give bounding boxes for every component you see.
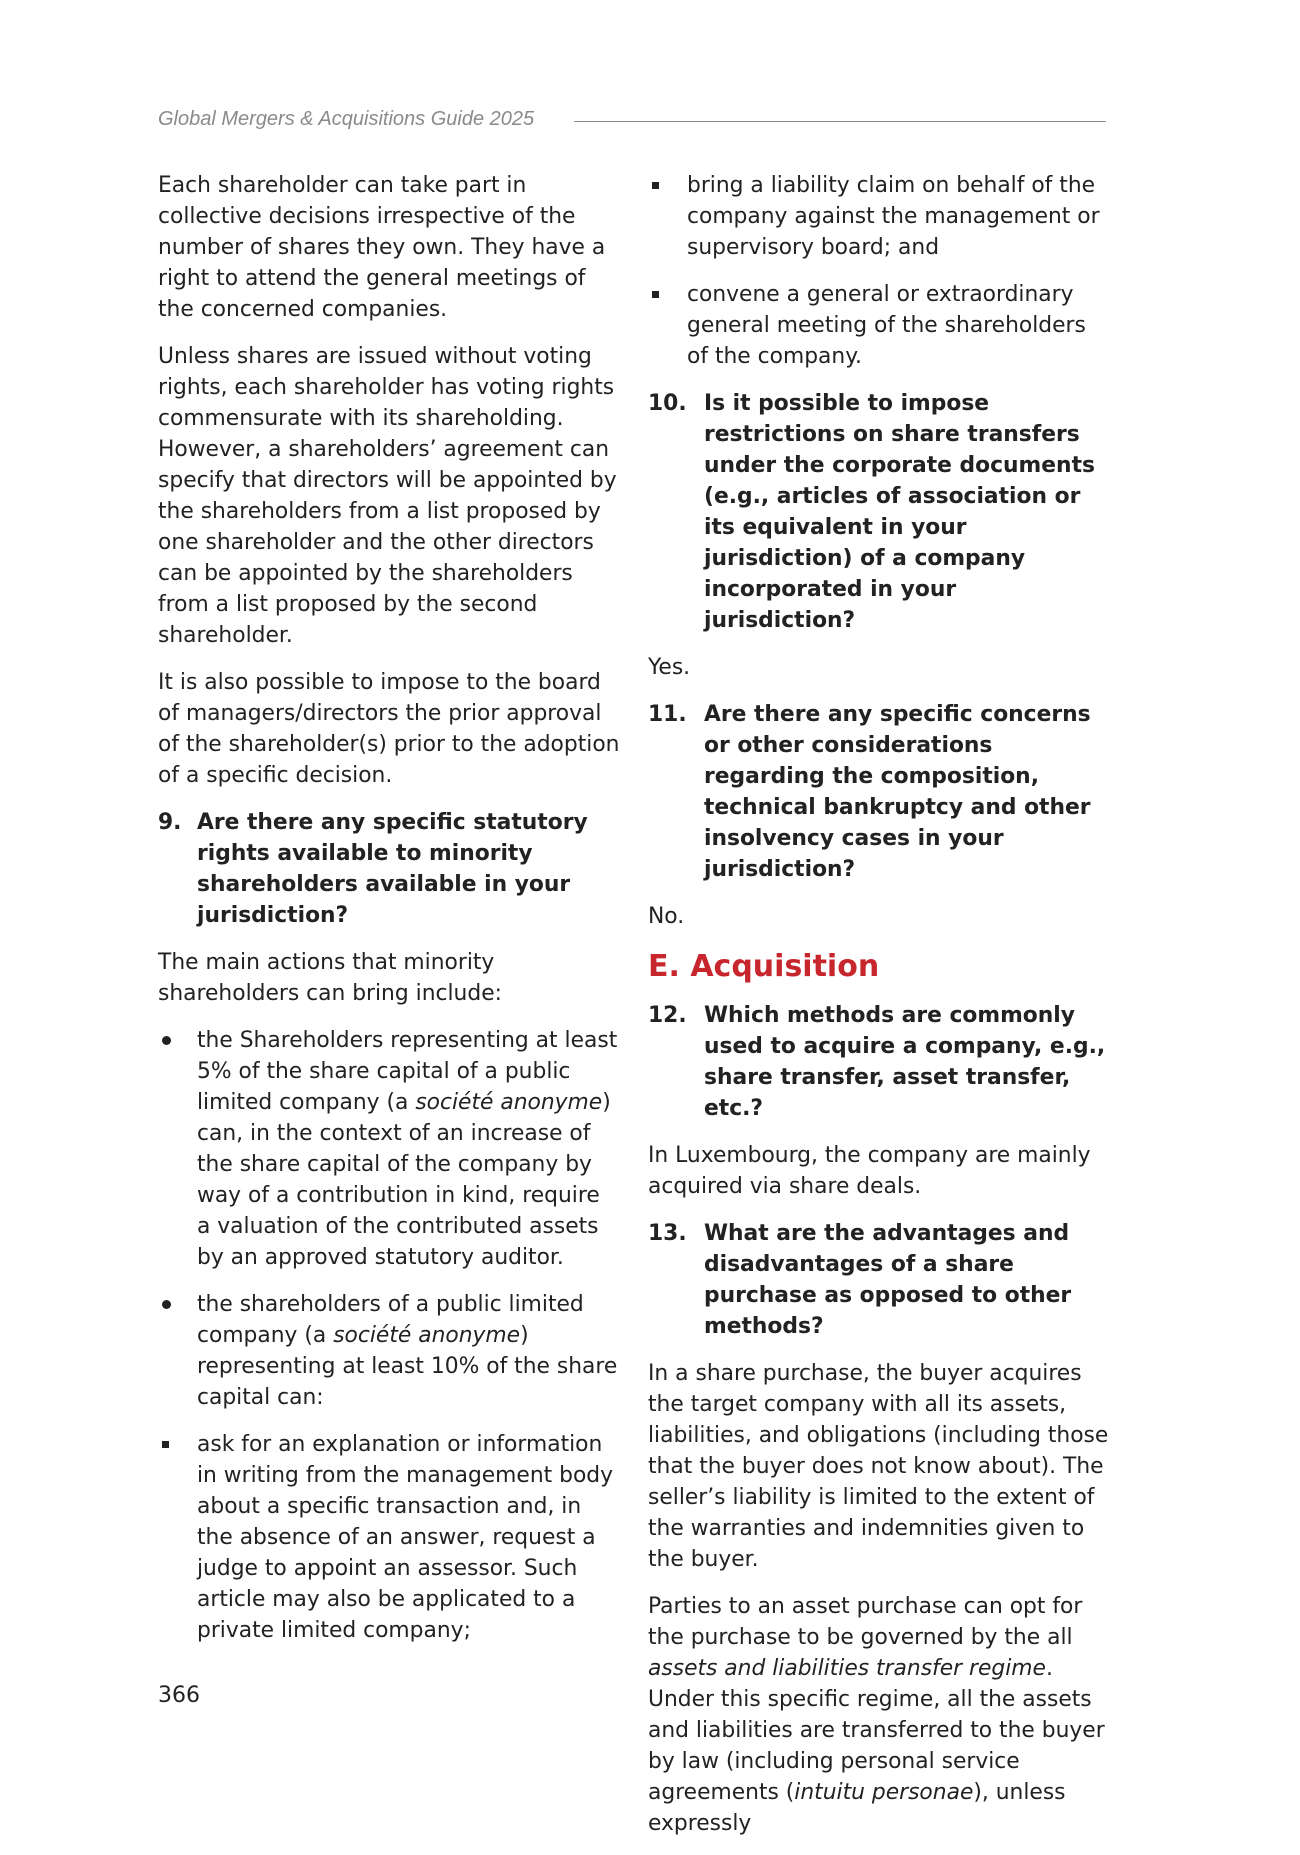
page-number: 366 <box>158 1683 200 1708</box>
sub-list-item <box>648 170 1110 263</box>
bullet-dot-icon <box>158 1025 197 1273</box>
answer: Parties to an asset purchase can opt for the purchase to be governed by the all assets and liabilities transfer regime. Under this specific regime, all the assets and liabilities are transferred to the buyer by law (including personal service agreements (intuitu personae), unless expressly <box>648 1594 1105 1836</box>
paragraph: The main actions that minority shareholders can bring include: <box>158 950 502 1006</box>
question-13 <box>648 1218 1110 1342</box>
paragraph: It is also possible to impose to the board of managers/directors the prior approval of the shareholder(s) prior to the adoption of a specific decision. <box>158 670 620 788</box>
question-text: Is it possible to impose restrictions on share transfers under the corporate documents (e.g., articles of association or its equivalent in your jurisdiction) of a company incorporated in your jurisdiction? <box>704 391 1095 633</box>
bullet-dot-icon <box>158 1289 197 1413</box>
list-item-text: the shareholders of a public limited company (a société anonyme) representing at least 10% of the share capital can: <box>197 1292 618 1410</box>
bullet-square-icon <box>648 279 687 372</box>
section-heading: E. Acquisition <box>648 949 880 984</box>
question-9 <box>158 807 620 931</box>
header-rule <box>574 121 1106 122</box>
bullet-square-icon <box>648 170 687 263</box>
question-number: 9. <box>158 810 182 835</box>
question-text: Are there any specific statutory rights available to minority shareholders available in your jurisdiction? <box>197 810 588 928</box>
answer: In a share purchase, the buyer acquires the target company with all its assets, liabilities, and obligations (including those that the buyer does not know about). The seller’s liability is limited to the extent of the warranties and indemnities given to the buyer. <box>648 1361 1109 1572</box>
bullet-square-icon <box>158 1429 197 1646</box>
list-item-text: convene a general or extraordinary general meeting of the shareholders of the company. <box>687 282 1086 369</box>
question-12 <box>648 1000 1110 1124</box>
question-10 <box>648 388 1110 636</box>
list-item-text: bring a liability claim on behalf of the company against the management or supervisory board; and <box>687 173 1100 260</box>
question-number: 13. <box>648 1221 687 1246</box>
question-number: 11. <box>648 702 687 727</box>
right-column <box>648 170 1110 1855</box>
list-item-text: the Shareholders representing at least 5% of the share capital of a public limited company (a société anonyme) can, in the context of an increase of the share capital of the company by way of a contribution in kind, require a valuation of the contributed assets by an approved statutory auditor. <box>197 1028 618 1270</box>
list-item-text: ask for an explanation or information in writing from the management body about a specific transaction and, in the absence of an answer, request a judge to appoint an assessor. Such article may also be applicated to a private limited company; <box>197 1432 614 1643</box>
question-number: 10. <box>648 391 687 416</box>
sub-list-item <box>158 1429 620 1646</box>
list-item <box>158 1289 620 1413</box>
question-11 <box>648 699 1110 885</box>
question-text: Which methods are commonly used to acquire a company, e.g., share transfer, asset transfer, etc.? <box>704 1003 1106 1121</box>
left-column <box>158 170 620 1662</box>
sub-list-item <box>648 279 1110 372</box>
answer: In Luxembourg, the company are mainly acquired via share deals. <box>648 1143 1091 1199</box>
paragraph: Unless shares are issued without voting rights, each shareholder has voting rights commensurate with its shareholding. However, a shareholders’ agreement can specify that directors will be appointed by the shareholders from a list proposed by one shareholder and the other directors can be appointed by the shareholders from a list proposed by the second shareholder. <box>158 344 617 648</box>
answer: No. <box>648 904 685 929</box>
running-header <box>158 104 1106 134</box>
header-title: Global Mergers & Acquisitions Guide 2025 <box>158 108 535 130</box>
list-item <box>158 1025 620 1273</box>
answer: Yes. <box>648 655 691 680</box>
question-number: 12. <box>648 1003 687 1028</box>
question-text: What are the advantages and disadvantages of a share purchase as opposed to other methods? <box>704 1221 1072 1339</box>
paragraph: Each shareholder can take part in collective decisions irrespective of the number of shares they own. They have a right to attend the general meetings of the concerned companies. <box>158 173 606 322</box>
question-text: Are there any specific concerns or other considerations regarding the composition, technical bankruptcy and other insolvency cases in your jurisdiction? <box>704 702 1091 882</box>
